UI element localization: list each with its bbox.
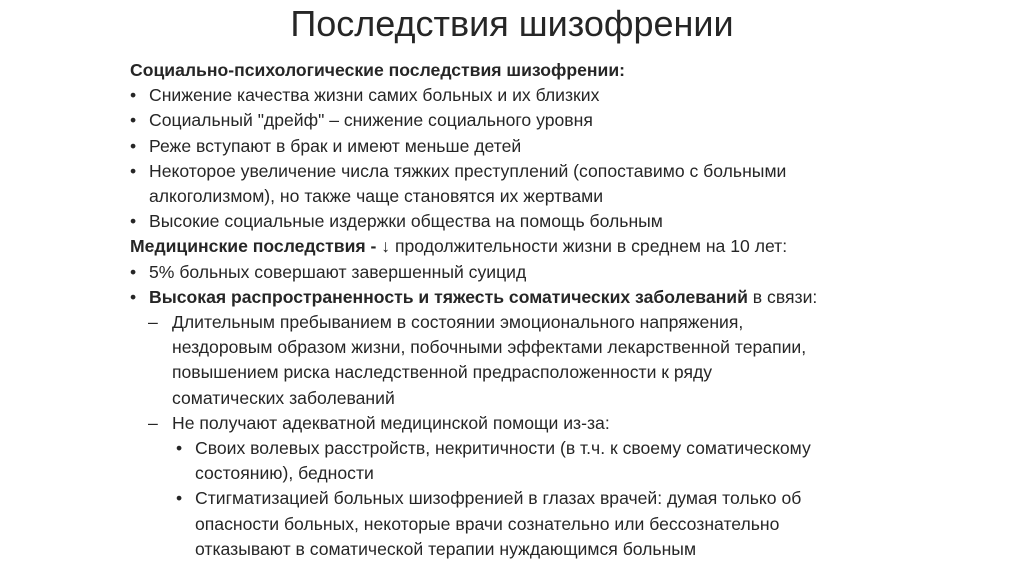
bullet-marker: • [176, 438, 183, 459]
social-item: • Снижение качества жизни самих больных и их близких [130, 83, 1000, 108]
sub-item-continuation: соматических заболеваний [172, 387, 395, 408]
social-item: • Социальный "дрейф" – снижение социального уровня [130, 108, 1000, 133]
social-heading: Социально-психологические последствия шизофрении: [130, 60, 626, 80]
social-item: • Реже вступают в брак и имеют меньше детей [130, 134, 1000, 159]
social-item: • Некоторое увеличение числа тяжких преступлений (сопоставимо с больными [130, 159, 1000, 184]
sub-sub-item: • Своих волевых расстройств, некритичности (в т.ч. к своему соматическому [130, 436, 1000, 461]
medical-heading: Медицинские последствия - ↓ продолжительности жизни в среднем на 10 лет: [130, 236, 788, 257]
sub-sub-item-continuation: состоянию), бедности [195, 463, 374, 484]
somatic-item: • Высокая распространенность и тяжесть соматических заболеваний в связи: [130, 285, 1000, 310]
slide-title: Последствия шизофрении [290, 3, 734, 44]
bullet-marker: • [130, 110, 137, 131]
dash-marker: – [148, 412, 158, 433]
sub-item-continuation: нездоровым образом жизни, побочными эффектами лекарственной терапии, [172, 337, 807, 358]
dash-marker: – [148, 312, 158, 333]
sub-item: – Длительным пребыванием в состоянии эмоционального напряжения, [130, 310, 1000, 335]
sub-sub-item-continuation: отказывают в соматической терапии нуждающимся больным [195, 538, 697, 559]
sub-sub-item: • Стигматизацией больных шизофренией в глазах врачей: думая только об [130, 486, 1000, 511]
social-item: • Высокие социальные издержки общества на помощь больным [130, 209, 1000, 234]
bullet-marker: • [130, 261, 137, 282]
slide-content [130, 58, 1000, 562]
bullet-marker: • [130, 160, 137, 181]
bullet-marker: • [130, 135, 137, 156]
bullet-marker: • [130, 85, 137, 106]
suicide-item: • 5% больных совершают завершенный суицид [130, 260, 1000, 285]
sub-item: – Не получают адекватной медицинской помощи из-за: [130, 411, 1000, 436]
social-item-continuation: алкоголизмом), но также чаще становятся их жертвами [149, 186, 604, 207]
sub-sub-item-continuation: опасности больных, некоторые врачи сознательно или бессознательно [195, 513, 780, 534]
sub-item-continuation: повышением риска наследственной предрасположенности к ряду [172, 362, 713, 383]
bullet-marker: • [130, 286, 137, 307]
bullet-marker: • [176, 488, 183, 509]
bullet-marker: • [130, 211, 137, 232]
